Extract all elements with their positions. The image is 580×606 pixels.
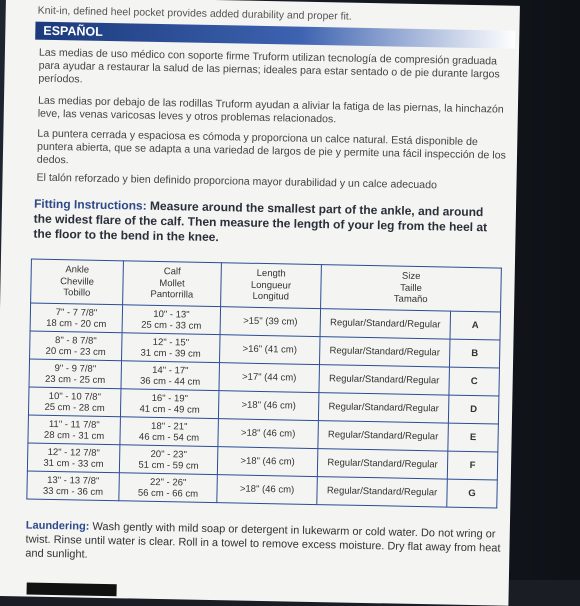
- size-cell-line: Regular/Standard/Regular: [328, 401, 439, 415]
- ankle-cell-line: 25 cm - 28 cm: [44, 401, 105, 414]
- ankle-cell-line: 12" - 12 7/8": [47, 446, 100, 459]
- bottom-black-mark: [27, 583, 117, 597]
- calf-cell: [122, 305, 221, 335]
- calf-cell: [119, 445, 218, 475]
- fitting-instructions: [33, 197, 504, 251]
- ankle-cell-line: 10" - 10 7/8": [48, 390, 102, 403]
- feature-line: Knit-in, defined heel pocket provides added durability and proper fit.: [37, 4, 352, 23]
- ankle-cell: [28, 415, 121, 445]
- size-letter-cell-line: C: [470, 375, 478, 388]
- size-letter-cell-line: F: [469, 459, 476, 472]
- size-cell: [318, 421, 449, 451]
- header-length: Length Longueur Longitud: [221, 263, 322, 309]
- header-calf: Calf Mollet Pantorrilla: [123, 261, 222, 307]
- size-letter-cell: [447, 451, 498, 480]
- fitting-label: Fitting Instructions:: [33, 196, 147, 213]
- size-cell-line: Regular/Standard/Regular: [329, 345, 441, 359]
- length-cell: [217, 475, 318, 505]
- ankle-cell-line: 20 cm - 23 cm: [45, 345, 106, 358]
- ankle-cell-line: 28 cm - 31 cm: [43, 429, 105, 442]
- length-cell-line: >18" (46 cm): [240, 455, 295, 468]
- calf-cell: [119, 473, 218, 503]
- paragraph-compression: Las medias de uso médico con soporte firme Truform utilizan tecnología de compresión graduada para ayudar a restaurar la salud de las piernas; ideales para estar sentado o de pie durante largos períodos.: [38, 46, 500, 86]
- calf-cell-line: 36 cm - 44 cm: [139, 375, 201, 388]
- length-cell-line: >18" (46 cm): [240, 427, 296, 440]
- calf-cell-line: 12" - 15": [152, 336, 190, 349]
- section-banner: [35, 22, 515, 49]
- calf-cell-line: 16" - 19": [151, 392, 189, 405]
- size-chart-table: [26, 259, 502, 509]
- size-letter-cell: [448, 395, 499, 424]
- calf-cell-line: 51 cm - 59 cm: [138, 459, 199, 472]
- size-cell: [319, 337, 450, 367]
- ankle-cell-line: 7" - 7 7/8": [55, 306, 98, 319]
- ankle-cell-line: 33 cm - 36 cm: [42, 485, 104, 498]
- calf-cell: [122, 333, 221, 363]
- size-cell-line: Regular/Standard/Regular: [328, 373, 440, 387]
- laundering-label: Laundering:: [25, 519, 90, 533]
- size-letter-cell: [449, 339, 500, 368]
- ankle-cell-line: 9" - 9 7/8": [54, 362, 97, 375]
- size-cell-line: Regular/Standard/Regular: [327, 457, 438, 471]
- length-cell: [217, 447, 318, 477]
- header-ankle: Ankle Cheville Tobillo: [31, 259, 124, 305]
- calf-cell: [121, 361, 220, 391]
- fitting-text: Measure around the smallest part of the ankle, and around the widest flare of the calf. Then measure the length of your leg from the heel at the floor to the bend in the knee.: [33, 198, 488, 245]
- calf-cell: [120, 389, 219, 419]
- ankle-cell-line: 23 cm - 25 cm: [44, 373, 106, 386]
- calf-cell-line: 46 cm - 54 cm: [138, 431, 200, 444]
- size-cell: [320, 309, 451, 339]
- size-letter-cell-line: E: [469, 431, 477, 444]
- ankle-cell-line: 31 cm - 33 cm: [43, 457, 104, 470]
- size-letter-cell-line: A: [471, 320, 479, 332]
- ankle-cell: [28, 387, 121, 417]
- ankle-cell: [27, 471, 120, 501]
- ankle-cell-line: 8" - 8 7/8": [54, 334, 97, 347]
- size-cell-line: Regular/Standard/Regular: [329, 317, 441, 331]
- calf-cell-line: 18" - 21": [150, 420, 188, 433]
- calf-cell-line: 10" - 13": [153, 308, 190, 321]
- ankle-cell-line: 13" - 13 7/8": [47, 474, 100, 487]
- calf-cell-line: 14" - 17": [152, 364, 189, 377]
- calf-cell-line: 56 cm - 66 cm: [137, 487, 199, 500]
- length-cell: [218, 391, 319, 421]
- length-cell-line: >15" (39 cm): [243, 315, 298, 328]
- calf-cell-line: 22" - 26": [149, 476, 187, 489]
- calf-cell-line: 20" - 23": [150, 448, 187, 461]
- size-letter-cell: [448, 423, 499, 452]
- ankle-cell: [27, 443, 120, 473]
- ankle-cell: [29, 359, 122, 389]
- size-cell: [319, 365, 450, 395]
- length-cell: [219, 363, 320, 393]
- size-cell-line: Regular/Standard/Regular: [327, 429, 439, 443]
- size-cell-line: Regular/Standard/Regular: [326, 485, 438, 499]
- paragraph-knee-high: Las medias por debajo de las rodillas Truform ayudan a aliviar la fatiga de las piernas, la hinchazón leve, las venas varicosas leves y otros problemas relacionados.: [37, 94, 504, 126]
- size-cell: [318, 393, 449, 423]
- length-cell: [218, 419, 319, 449]
- length-cell-line: >16" (41 cm): [242, 343, 298, 356]
- ankle-cell-line: 18 cm - 20 cm: [46, 317, 107, 330]
- laundering-instructions: [25, 518, 504, 569]
- calf-cell: [120, 417, 219, 447]
- ankle-cell: [30, 331, 123, 361]
- ankle-cell-line: 11" - 11 7/8": [48, 418, 100, 431]
- size-cell: [317, 449, 448, 479]
- calf-cell-line: 25 cm - 33 cm: [141, 319, 202, 332]
- calf-cell-line: 41 cm - 49 cm: [139, 403, 200, 416]
- size-letter-cell-line: D: [470, 403, 478, 416]
- length-cell-line: >17" (44 cm): [241, 371, 297, 384]
- length-cell-line: >18" (46 cm): [241, 399, 296, 412]
- length-cell: [220, 307, 321, 337]
- size-cell: [317, 477, 448, 507]
- length-cell: [220, 335, 321, 365]
- size-letter-cell: [447, 479, 498, 508]
- header-size: Size Taille Tamaño: [321, 265, 502, 312]
- length-cell-line: >18" (46 cm): [239, 483, 295, 496]
- size-letter-cell: [450, 311, 501, 340]
- size-letter-cell-line: G: [468, 487, 476, 500]
- paragraph-heel: El talón reforzado y bien definido proporciona mayor durabilidad y un calce adecuado: [36, 171, 438, 192]
- size-letter-cell-line: B: [471, 347, 479, 360]
- paragraph-toe: La puntera cerrada y espaciosa es cómoda y proporciona un calce natural. Está disponible de puntera abierta, que se adapta a una variedad de largos de pie y permite una fácil inspección de los dedos.: [36, 127, 506, 167]
- calf-cell-line: 31 cm - 39 cm: [140, 347, 201, 360]
- laundering-text: Wash gently with mild soap or detergent in lukewarm or cold water. Do not wring or twist. Rinse until water is clear. Roll in a towel to remove excess moisture. Dry flat away from heat and sunlight.: [25, 520, 501, 561]
- section-title: ESPAÑOL: [43, 23, 103, 39]
- ankle-cell: [30, 303, 123, 333]
- size-letter-cell: [449, 367, 500, 396]
